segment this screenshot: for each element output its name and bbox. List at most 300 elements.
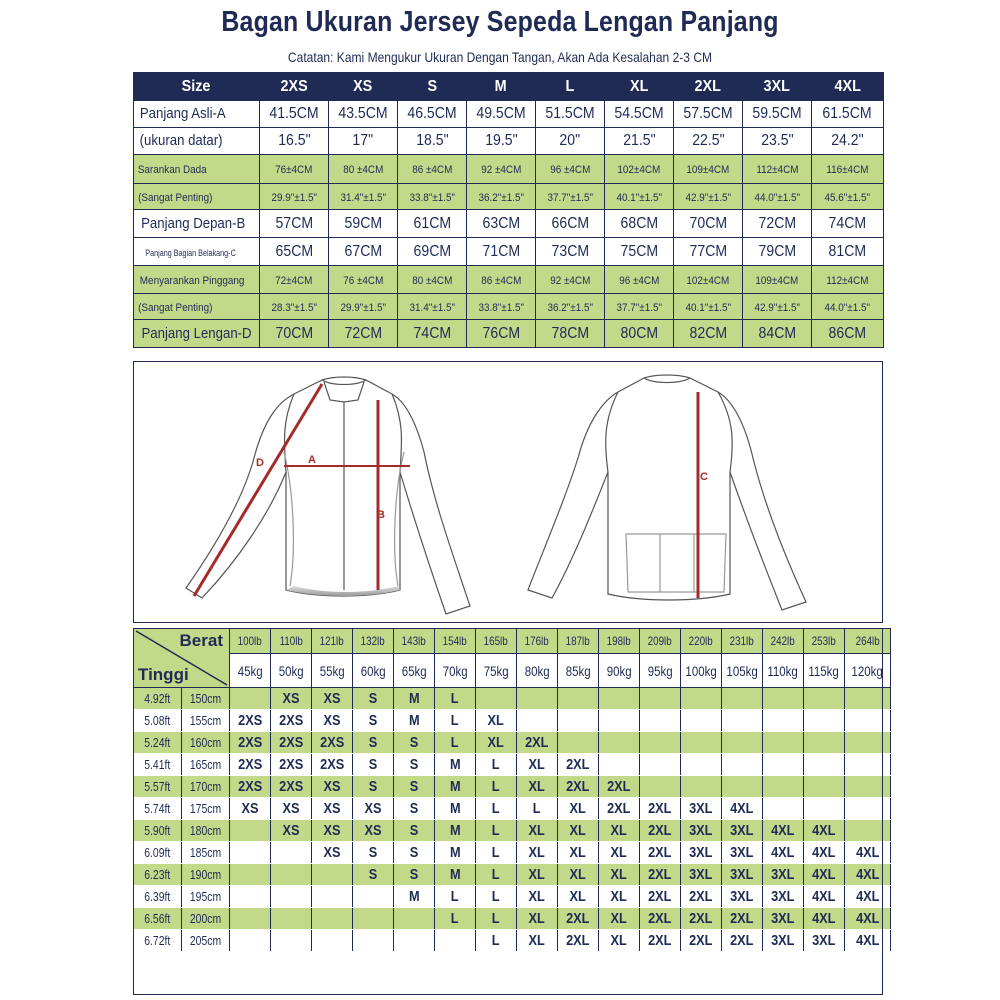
height-row: [134, 930, 891, 952]
size-value-cell: 33.8"±1.5": [467, 294, 536, 320]
row-label: Panjang Bagian Belakang-C: [134, 238, 260, 266]
size-value-cell: 69CM: [398, 238, 467, 266]
recommended-size-cell: [681, 688, 722, 710]
size-value-cell: 76CM: [467, 320, 536, 348]
size-value-cell: 76±4CM: [260, 155, 329, 184]
size-value-cell: 76 ±4CM: [329, 266, 398, 294]
recommended-size-cell: [804, 754, 845, 776]
recommended-size-cell: 2XL: [640, 930, 681, 952]
recommended-size-cell: 2XL: [640, 864, 681, 886]
recommended-size-cell: [271, 886, 312, 908]
waist-cm-row: [134, 266, 884, 294]
recommended-size-cell: XS: [353, 820, 394, 842]
recommended-size-cell: 2XL: [722, 908, 763, 930]
height-ft-cell: 5.41ft: [134, 754, 182, 776]
recommended-size-cell: [230, 908, 271, 930]
size-value-cell: 36.2"±1.5": [467, 184, 536, 210]
size-value-cell: 112±4CM: [743, 155, 812, 184]
recommended-size-cell: 2XS: [230, 732, 271, 754]
weight-lb-cell: 220lb: [681, 629, 722, 654]
recommended-size-cell: 4XL: [845, 842, 891, 864]
back-jersey-drawing: [528, 375, 806, 610]
recommended-size-cell: 2XL: [558, 776, 599, 798]
recommended-size-cell: L: [435, 886, 476, 908]
recommended-size-cell: XS: [312, 798, 353, 820]
recommended-size-cell: [845, 820, 891, 842]
recommended-size-cell: L: [435, 732, 476, 754]
row-label: (ukuran datar): [134, 128, 260, 155]
recommended-size-cell: [394, 930, 435, 952]
recommended-size-cell: XL: [517, 930, 558, 952]
weight-lb-cell: 100lb: [230, 629, 271, 654]
corner-header: [134, 629, 230, 688]
size-value-cell: 112±4CM: [812, 266, 884, 294]
size-value-cell: 24.2": [812, 128, 884, 155]
recommended-size-cell: L: [476, 798, 517, 820]
recommended-size-cell: [558, 732, 599, 754]
size-header-cell: XL: [605, 73, 674, 101]
size-value-cell: 86 ±4CM: [467, 266, 536, 294]
size-value-cell: 29.9"±1.5": [329, 294, 398, 320]
recommended-size-cell: 3XL: [763, 886, 804, 908]
height-ft-cell: 5.08ft: [134, 710, 182, 732]
size-value-cell: 37.7"±1.5": [605, 294, 674, 320]
weight-kg-cell: 50kg: [271, 654, 312, 688]
size-header-cell: L: [536, 73, 605, 101]
size-value-cell: 67CM: [329, 238, 398, 266]
height-cm-cell: 200cm: [182, 908, 230, 930]
weight-kg-cell: 70kg: [435, 654, 476, 688]
recommended-size-cell: 2XL: [681, 908, 722, 930]
recommended-size-cell: 2XL: [599, 798, 640, 820]
size-value-cell: 31.4"±1.5": [398, 294, 467, 320]
recommended-size-cell: XS: [271, 688, 312, 710]
row-label: Panjang Asli-A: [134, 101, 260, 128]
recommended-size-cell: 2XS: [230, 776, 271, 798]
recommended-size-cell: 2XS: [312, 754, 353, 776]
chest-in-row: [134, 184, 884, 210]
recommended-size-cell: 2XS: [271, 732, 312, 754]
recommended-size-cell: XL: [599, 864, 640, 886]
recommended-size-cell: [271, 864, 312, 886]
recommended-size-cell: S: [353, 754, 394, 776]
size-value-cell: 19.5": [467, 128, 536, 155]
recommended-size-cell: XL: [599, 842, 640, 864]
size-value-cell: 92 ±4CM: [536, 266, 605, 294]
size-value-cell: 72CM: [329, 320, 398, 348]
recommended-size-cell: [517, 688, 558, 710]
recommended-size-cell: XS: [312, 842, 353, 864]
size-value-cell: 80CM: [605, 320, 674, 348]
recommended-size-cell: L: [435, 710, 476, 732]
recommended-size-cell: [353, 908, 394, 930]
size-value-cell: 31.4"±1.5": [329, 184, 398, 210]
recommended-size-cell: [763, 754, 804, 776]
recommended-size-cell: 2XL: [517, 732, 558, 754]
weight-lb-cell: 121lb: [312, 629, 353, 654]
measure-line-d: [194, 384, 322, 596]
size-value-cell: 75CM: [605, 238, 674, 266]
recommended-size-cell: [312, 908, 353, 930]
size-value-cell: 72CM: [743, 210, 812, 238]
recommended-size-cell: 2XL: [558, 754, 599, 776]
recommended-size-cell: XL: [517, 776, 558, 798]
size-value-cell: 43.5CM: [329, 101, 398, 128]
recommended-size-cell: XL: [558, 886, 599, 908]
size-value-cell: 80 ±4CM: [329, 155, 398, 184]
recommended-size-cell: [640, 776, 681, 798]
chest-cm-row: [134, 155, 884, 184]
height-row: [134, 688, 891, 710]
weight-kg-cell: 65kg: [394, 654, 435, 688]
recommended-size-cell: [681, 754, 722, 776]
weight-lb-cell: 231lb: [722, 629, 763, 654]
label-c: C: [700, 471, 708, 483]
weight-kg-cell: 110kg: [763, 654, 804, 688]
recommended-size-cell: S: [353, 710, 394, 732]
length-in-row: [134, 128, 884, 155]
recommended-size-cell: [681, 776, 722, 798]
size-value-cell: 23.5": [743, 128, 812, 155]
recommended-size-cell: 4XL: [763, 820, 804, 842]
recommended-size-cell: XL: [558, 820, 599, 842]
recommended-size-cell: [353, 886, 394, 908]
size-header-cell: S: [398, 73, 467, 101]
recommended-size-cell: L: [435, 688, 476, 710]
height-ft-cell: 5.90ft: [134, 820, 182, 842]
size-value-cell: 70CM: [260, 320, 329, 348]
recommended-size-cell: XS: [271, 798, 312, 820]
size-value-cell: 63CM: [467, 210, 536, 238]
size-value-cell: 66CM: [536, 210, 605, 238]
recommended-size-cell: XL: [476, 732, 517, 754]
recommended-size-cell: M: [394, 688, 435, 710]
recommended-size-cell: [394, 908, 435, 930]
jersey-diagram: [133, 361, 883, 623]
row-label: (Sangat Penting): [134, 294, 260, 320]
recommended-size-cell: XL: [517, 908, 558, 930]
recommended-size-cell: 4XL: [845, 864, 891, 886]
recommended-size-cell: XL: [558, 798, 599, 820]
weight-lb-cell: 253lb: [804, 629, 845, 654]
weight-kg-cell: 105kg: [722, 654, 763, 688]
size-value-cell: 59.5CM: [743, 101, 812, 128]
height-ft-cell: 6.56ft: [134, 908, 182, 930]
recommended-size-cell: [640, 710, 681, 732]
recommended-size-cell: 3XL: [763, 930, 804, 952]
size-value-cell: 61.5CM: [812, 101, 884, 128]
size-value-cell: 33.8"±1.5": [398, 184, 467, 210]
recommended-size-cell: S: [394, 842, 435, 864]
recommended-size-cell: 4XL: [722, 798, 763, 820]
recommended-size-cell: L: [476, 930, 517, 952]
weight-kg-cell: 115kg: [804, 654, 845, 688]
size-value-cell: 36.2"±1.5": [536, 294, 605, 320]
weight-kg-cell: 120kg: [845, 654, 891, 688]
size-value-cell: 74CM: [812, 210, 884, 238]
berat-label: Berat: [179, 631, 223, 650]
weight-kg-cell: 55kg: [312, 654, 353, 688]
recommended-size-cell: M: [435, 842, 476, 864]
label-b: B: [377, 509, 385, 521]
recommended-size-cell: 4XL: [804, 864, 845, 886]
recommended-size-cell: [763, 798, 804, 820]
height-row: [134, 842, 891, 864]
size-value-cell: 109±4CM: [743, 266, 812, 294]
recommended-size-cell: XL: [476, 710, 517, 732]
recommended-size-cell: [845, 732, 891, 754]
height-row: [134, 776, 891, 798]
recommended-size-cell: 2XS: [230, 710, 271, 732]
recommended-size-cell: 3XL: [681, 842, 722, 864]
size-value-cell: 102±4CM: [674, 266, 743, 294]
size-value-cell: 20": [536, 128, 605, 155]
size-value-cell: 59CM: [329, 210, 398, 238]
height-cm-cell: 175cm: [182, 798, 230, 820]
size-value-cell: 96 ±4CM: [605, 266, 674, 294]
recommended-size-cell: [271, 930, 312, 952]
recommended-size-cell: S: [353, 732, 394, 754]
height-ft-cell: 6.72ft: [134, 930, 182, 952]
front-jersey-drawing: [186, 377, 470, 614]
weight-lb-cell: 176lb: [517, 629, 558, 654]
length-cm-row: [134, 101, 884, 128]
size-value-cell: 54.5CM: [605, 101, 674, 128]
recommended-size-cell: S: [394, 798, 435, 820]
recommended-size-cell: XL: [517, 886, 558, 908]
recommended-size-cell: 2XL: [640, 886, 681, 908]
recommended-size-cell: [640, 732, 681, 754]
weight-lb-cell: 198lb: [599, 629, 640, 654]
recommended-size-cell: 2XL: [681, 930, 722, 952]
height-cm-cell: 205cm: [182, 930, 230, 952]
recommended-size-cell: M: [435, 820, 476, 842]
height-ft-cell: 6.09ft: [134, 842, 182, 864]
recommended-size-cell: [722, 754, 763, 776]
recommended-size-cell: 4XL: [804, 886, 845, 908]
size-value-cell: 80 ±4CM: [398, 266, 467, 294]
size-header-cell: 2XS: [260, 73, 329, 101]
recommended-size-cell: [476, 688, 517, 710]
recommended-size-cell: M: [394, 710, 435, 732]
recommended-size-cell: [230, 886, 271, 908]
recommended-size-cell: S: [394, 776, 435, 798]
weight-kg-cell: 85kg: [558, 654, 599, 688]
recommended-size-cell: [230, 930, 271, 952]
recommended-size-cell: 2XL: [599, 776, 640, 798]
recommended-size-cell: [558, 688, 599, 710]
recommended-size-cell: XL: [517, 820, 558, 842]
recommended-size-cell: [845, 798, 891, 820]
size-value-cell: 57CM: [260, 210, 329, 238]
size-value-cell: 72±4CM: [260, 266, 329, 294]
recommended-size-cell: S: [394, 732, 435, 754]
size-header-label: Size: [134, 73, 260, 101]
height-row: [134, 710, 891, 732]
recommended-size-cell: [599, 754, 640, 776]
size-value-cell: 86CM: [812, 320, 884, 348]
recommended-size-cell: S: [394, 820, 435, 842]
recommended-size-cell: L: [476, 776, 517, 798]
height-row: [134, 820, 891, 842]
weight-kg-row: [134, 654, 891, 688]
recommended-size-cell: XL: [517, 754, 558, 776]
height-ft-cell: 6.39ft: [134, 886, 182, 908]
recommended-size-cell: [722, 688, 763, 710]
recommended-size-cell: [845, 710, 891, 732]
recommended-size-cell: 2XS: [230, 754, 271, 776]
size-value-cell: 102±4CM: [605, 155, 674, 184]
row-label: Sarankan Dada: [134, 155, 260, 184]
recommended-size-cell: [435, 930, 476, 952]
size-value-cell: 78CM: [536, 320, 605, 348]
recommended-size-cell: [312, 886, 353, 908]
recommended-size-cell: 3XL: [681, 864, 722, 886]
size-header-cell: 4XL: [812, 73, 884, 101]
recommended-size-cell: 3XL: [681, 798, 722, 820]
recommended-size-cell: M: [435, 776, 476, 798]
recommended-size-cell: 2XS: [271, 710, 312, 732]
recommended-size-cell: M: [435, 754, 476, 776]
recommended-size-cell: XL: [599, 820, 640, 842]
recommended-size-cell: L: [476, 886, 517, 908]
recommended-size-cell: XS: [230, 798, 271, 820]
page-title: Bagan Ukuran Jersey Sepeda Lengan Panjang: [221, 6, 779, 38]
sleeve-length-row: [134, 320, 884, 348]
recommended-size-cell: L: [435, 908, 476, 930]
height-row: [134, 754, 891, 776]
recommended-size-cell: S: [394, 754, 435, 776]
height-cm-cell: 155cm: [182, 710, 230, 732]
size-header-cell: 3XL: [743, 73, 812, 101]
size-value-cell: 68CM: [605, 210, 674, 238]
size-value-cell: 28.3"±1.5": [260, 294, 329, 320]
recommended-size-cell: S: [353, 842, 394, 864]
recommended-size-cell: [845, 776, 891, 798]
label-d: D: [256, 457, 264, 469]
measurement-lines: [194, 384, 698, 598]
recommended-size-cell: [353, 930, 394, 952]
size-header-cell: M: [467, 73, 536, 101]
weight-kg-cell: 95kg: [640, 654, 681, 688]
recommended-size-cell: [763, 732, 804, 754]
recommended-size-cell: S: [353, 688, 394, 710]
height-weight-table: [133, 628, 891, 952]
size-header-cell: XS: [329, 73, 398, 101]
recommended-size-cell: XS: [353, 798, 394, 820]
recommended-size-cell: 2XS: [312, 732, 353, 754]
size-value-cell: 61CM: [398, 210, 467, 238]
height-row: [134, 732, 891, 754]
size-value-cell: 116±4CM: [812, 155, 884, 184]
recommended-size-cell: XS: [271, 820, 312, 842]
weight-lb-cell: 187lb: [558, 629, 599, 654]
recommended-size-cell: L: [476, 820, 517, 842]
size-value-cell: 40.1"±1.5": [674, 294, 743, 320]
recommended-size-cell: [312, 930, 353, 952]
weight-lb-cell: 264lb: [845, 629, 891, 654]
size-value-cell: 16.5": [260, 128, 329, 155]
size-value-cell: 74CM: [398, 320, 467, 348]
recommended-size-cell: 2XL: [722, 930, 763, 952]
weight-lb-row: [134, 629, 891, 654]
recommended-size-cell: [230, 842, 271, 864]
height-row: [134, 908, 891, 930]
height-cm-cell: 195cm: [182, 886, 230, 908]
recommended-size-cell: XS: [312, 776, 353, 798]
recommended-size-cell: 2XS: [271, 754, 312, 776]
recommended-size-cell: [845, 754, 891, 776]
weight-kg-cell: 75kg: [476, 654, 517, 688]
recommended-size-cell: 2XL: [681, 886, 722, 908]
recommended-size-cell: [804, 710, 845, 732]
recommended-size-cell: [599, 688, 640, 710]
size-value-cell: 86 ±4CM: [398, 155, 467, 184]
recommended-size-cell: [722, 732, 763, 754]
recommended-size-cell: XS: [312, 820, 353, 842]
recommended-size-cell: L: [476, 908, 517, 930]
size-value-cell: 79CM: [743, 238, 812, 266]
recommended-size-cell: [230, 688, 271, 710]
size-value-cell: 57.5CM: [674, 101, 743, 128]
recommended-size-cell: XL: [599, 886, 640, 908]
recommended-size-cell: [804, 798, 845, 820]
height-row: [134, 886, 891, 908]
recommended-size-cell: 3XL: [763, 864, 804, 886]
recommended-size-cell: 2XS: [271, 776, 312, 798]
recommended-size-cell: 4XL: [845, 908, 891, 930]
size-value-cell: 49.5CM: [467, 101, 536, 128]
size-value-cell: 109±4CM: [674, 155, 743, 184]
height-weight-body: [134, 629, 891, 952]
recommended-size-cell: XL: [517, 842, 558, 864]
size-value-cell: 65CM: [260, 238, 329, 266]
recommended-size-cell: [271, 842, 312, 864]
recommended-size-cell: XS: [312, 688, 353, 710]
recommended-size-cell: [640, 688, 681, 710]
recommended-size-cell: 3XL: [681, 820, 722, 842]
recommended-size-cell: 3XL: [722, 886, 763, 908]
height-ft-cell: 4.92ft: [134, 688, 182, 710]
height-cm-cell: 170cm: [182, 776, 230, 798]
size-value-cell: 44.0"±1.5": [812, 294, 884, 320]
recommended-size-cell: 2XL: [640, 908, 681, 930]
recommended-size-cell: [804, 776, 845, 798]
size-value-cell: 45.6"±1.5": [812, 184, 884, 210]
height-row: [134, 864, 891, 886]
size-value-cell: 71CM: [467, 238, 536, 266]
size-value-cell: 22.5": [674, 128, 743, 155]
recommended-size-cell: 3XL: [804, 930, 845, 952]
size-value-cell: 44.0"±1.5": [743, 184, 812, 210]
height-cm-cell: 160cm: [182, 732, 230, 754]
size-table: [133, 72, 884, 348]
row-label: Panjang Depan-B: [134, 210, 260, 238]
weight-lb-cell: 143lb: [394, 629, 435, 654]
recommended-size-cell: 3XL: [722, 842, 763, 864]
recommended-size-cell: S: [353, 776, 394, 798]
height-cm-cell: 150cm: [182, 688, 230, 710]
recommended-size-cell: [763, 710, 804, 732]
label-a: A: [308, 454, 316, 466]
recommended-size-cell: [722, 776, 763, 798]
recommended-size-cell: [312, 864, 353, 886]
recommended-size-cell: 2XL: [558, 930, 599, 952]
recommended-size-cell: 3XL: [722, 864, 763, 886]
recommended-size-cell: 4XL: [845, 886, 891, 908]
height-ft-cell: 5.74ft: [134, 798, 182, 820]
height-cm-cell: 165cm: [182, 754, 230, 776]
